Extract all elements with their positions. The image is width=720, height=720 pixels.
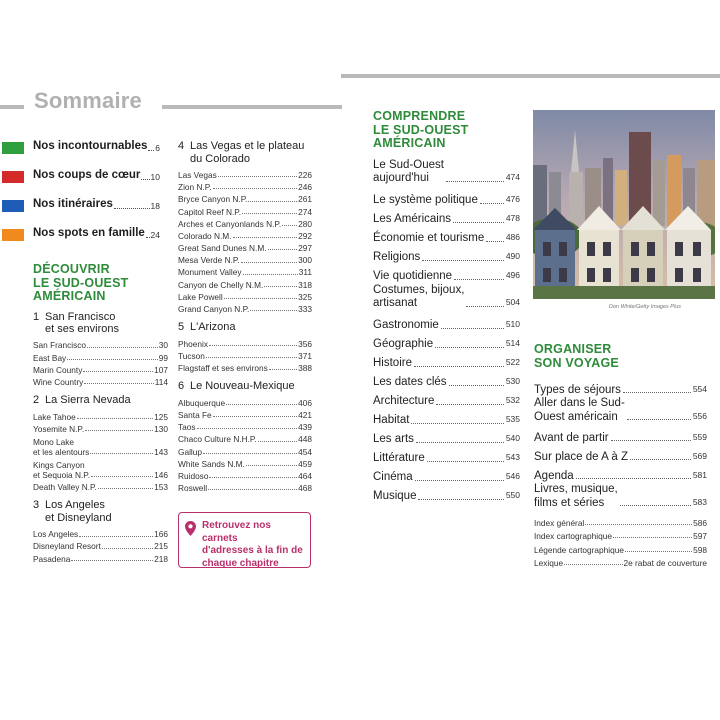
understand-entry-page: 535 bbox=[505, 414, 520, 424]
understand-entry-page: 514 bbox=[505, 338, 520, 348]
toc-entry[interactable] bbox=[178, 253, 312, 265]
understand-entry-name: Les Américains bbox=[373, 213, 451, 225]
chapter-title[interactable] bbox=[178, 380, 312, 393]
toc-entry-page: 356 bbox=[298, 338, 312, 349]
understand-entry-name: Religions bbox=[373, 251, 421, 263]
organize-entry[interactable] bbox=[534, 445, 707, 464]
organize-entry[interactable] bbox=[534, 378, 707, 397]
understand-entry-page: 532 bbox=[505, 395, 520, 405]
understand-entry-name: Habitat bbox=[373, 414, 410, 426]
toc-entry-page: 215 bbox=[154, 541, 168, 552]
toc-entry[interactable] bbox=[178, 361, 312, 373]
toc-entry-name: Zion N.P. bbox=[178, 182, 212, 193]
toc-entry-name: Grand Canyon N.P. bbox=[178, 304, 250, 315]
toc-entry-page: 107 bbox=[154, 364, 168, 375]
toc-entry[interactable] bbox=[178, 217, 312, 229]
chapter-number: 5 bbox=[178, 321, 185, 334]
highlight-swatch bbox=[2, 171, 24, 183]
toc-entry-name: Mesa Verde N.P. bbox=[178, 255, 240, 266]
understand-entry-page: 522 bbox=[505, 357, 520, 367]
toc-entry-name: Mono Lake et les alentours bbox=[33, 436, 90, 457]
chapter-entries bbox=[33, 339, 168, 388]
toc-entry[interactable] bbox=[178, 290, 312, 302]
understand-entry-name: Vie quotidienne bbox=[373, 270, 453, 282]
toc-entry[interactable] bbox=[33, 527, 168, 539]
organize-entry-page: 559 bbox=[692, 431, 707, 442]
understand-entry-page: 496 bbox=[505, 270, 520, 280]
organize-section bbox=[534, 343, 707, 568]
toc-entry-name: Lake Powell bbox=[178, 291, 223, 302]
toc-entry[interactable] bbox=[178, 168, 312, 180]
understand-entry-name: Les arts bbox=[373, 433, 414, 445]
toc-entry[interactable] bbox=[178, 229, 312, 241]
chapter-title[interactable] bbox=[178, 140, 312, 165]
toc-entry[interactable] bbox=[33, 422, 168, 434]
chapter-title[interactable] bbox=[33, 311, 168, 336]
toc-entry[interactable] bbox=[178, 432, 312, 444]
toc-entry[interactable] bbox=[33, 351, 168, 363]
toc-entry-name: Pasadena bbox=[33, 553, 71, 564]
understand-entry-page: 490 bbox=[505, 251, 520, 261]
toc-entry-page: 280 bbox=[298, 218, 312, 229]
organize-entry-name: Agenda bbox=[534, 469, 574, 482]
toc-entry[interactable] bbox=[33, 552, 168, 564]
index-entry-page: 598 bbox=[693, 544, 707, 555]
toc-entry[interactable] bbox=[33, 480, 168, 492]
chapter-number: 3 bbox=[33, 499, 40, 512]
toc-entry[interactable] bbox=[178, 180, 312, 192]
understand-entry[interactable] bbox=[373, 428, 520, 447]
toc-entry[interactable] bbox=[178, 192, 312, 204]
toc-entry-page: 421 bbox=[298, 409, 312, 420]
toc-entry[interactable] bbox=[178, 278, 312, 290]
toc-entry-name: Lake Tahoe bbox=[33, 411, 76, 422]
toc-entry[interactable] bbox=[178, 349, 312, 361]
understand-heading: COMPRENDRE LE SUD-OUEST AMÉRICAIN bbox=[373, 109, 469, 150]
toc-entry-page: 464 bbox=[298, 470, 312, 481]
chapter-entries bbox=[178, 168, 312, 314]
understand-entry-name: Littérature bbox=[373, 452, 425, 464]
discover-right-chapters bbox=[178, 134, 312, 493]
top-right-rule bbox=[341, 74, 720, 78]
photo-credit: Don White/Getty Images Plus bbox=[608, 304, 681, 310]
toc-entry-page: 318 bbox=[298, 279, 312, 290]
index-entry[interactable] bbox=[534, 541, 707, 555]
toc-entry-page: 448 bbox=[298, 434, 312, 445]
chapter-name: Los Angeles et Disneyland bbox=[45, 499, 112, 524]
discover-section bbox=[33, 263, 168, 564]
understand-entry[interactable] bbox=[373, 390, 520, 409]
highlight-swatch bbox=[2, 200, 24, 212]
toc-entry-page: 125 bbox=[154, 411, 168, 422]
understand-entry-name: Gastronomie bbox=[373, 319, 439, 331]
understand-entry-page: 504 bbox=[505, 297, 520, 307]
organize-entry-page: 581 bbox=[692, 469, 707, 480]
understand-entry-page: 530 bbox=[505, 376, 520, 386]
toc-entry[interactable] bbox=[178, 445, 312, 457]
toc-entry-name: Colorado N.M. bbox=[178, 230, 232, 241]
index-entry[interactable] bbox=[534, 528, 707, 542]
understand-entry-name: Costumes, bijoux, artisanat bbox=[373, 283, 465, 309]
toc-entry[interactable] bbox=[178, 408, 312, 420]
chapter-title[interactable] bbox=[33, 499, 168, 524]
understand-entry-name: Géographie bbox=[373, 338, 434, 350]
toc-entry[interactable] bbox=[178, 420, 312, 432]
highlight-item[interactable] bbox=[2, 169, 160, 198]
chapter-number: 6 bbox=[178, 380, 185, 393]
index-entry-name: Index cartographique bbox=[534, 531, 612, 541]
toc-entry-page: 246 bbox=[298, 182, 312, 193]
understand-entry[interactable] bbox=[373, 352, 520, 371]
understand-entry[interactable] bbox=[373, 409, 520, 428]
understand-entry[interactable] bbox=[373, 466, 520, 485]
index-list bbox=[534, 514, 707, 568]
toc-entry[interactable] bbox=[178, 469, 312, 481]
toc-entry-name: Flagstaff et ses environs bbox=[178, 363, 268, 374]
understand-entry[interactable] bbox=[373, 159, 520, 186]
toc-entry-page: 292 bbox=[298, 230, 312, 241]
san-francisco-photo bbox=[533, 110, 715, 299]
understand-entry-page: 478 bbox=[505, 213, 520, 223]
toc-entry-name: East Bay bbox=[33, 352, 67, 363]
chapter-number: 4 bbox=[178, 140, 185, 152]
highlight-label: Nos itinéraires bbox=[33, 198, 113, 210]
toc-entry-name: Santa Fe bbox=[178, 409, 212, 420]
index-entry-name: Légende cartographique bbox=[534, 544, 624, 555]
chapter-name: Le Nouveau-Mexique bbox=[190, 380, 295, 393]
understand-entry-name: Économie et tourisme bbox=[373, 232, 485, 244]
understand-entry[interactable] bbox=[373, 447, 520, 466]
chapter-number: 1 bbox=[33, 310, 40, 323]
toc-entry-name: Chaco Culture N.H.P. bbox=[178, 434, 257, 445]
toc-entry[interactable] bbox=[178, 241, 312, 253]
index-entry-page: 2e rabat de couverture bbox=[623, 558, 707, 568]
understand-entry-name: Cinéma bbox=[373, 471, 413, 483]
toc-entry-name: Ruidoso bbox=[178, 470, 209, 481]
toc-entry-page: 311 bbox=[298, 267, 312, 278]
toc-entry-name: Marin County bbox=[33, 364, 83, 375]
toc-entry[interactable] bbox=[178, 457, 312, 469]
toc-entry-name: Canyon de Chelly N.M. bbox=[178, 279, 264, 290]
toc-entry-page: 439 bbox=[298, 422, 312, 433]
toc-entry-page: 226 bbox=[298, 169, 312, 180]
toc-entry-page: 459 bbox=[298, 458, 312, 469]
toc-entry[interactable] bbox=[33, 410, 168, 422]
toc-entry-name: Bryce Canyon N.P. bbox=[178, 194, 248, 205]
toc-entry-page: 146 bbox=[154, 469, 168, 480]
understand-entry-name: Les dates clés bbox=[373, 376, 447, 388]
toc-entry-name: White Sands N.M. bbox=[178, 458, 245, 469]
toc-entry-page: 325 bbox=[298, 291, 312, 302]
understand-entry-page: 543 bbox=[505, 452, 520, 462]
page-title: Sommaire bbox=[34, 88, 142, 113]
understand-entry-page: 476 bbox=[505, 194, 520, 204]
chapter-name: L'Arizona bbox=[190, 321, 236, 334]
understand-entry-page: 510 bbox=[505, 319, 520, 329]
chapter-name: San Francisco et ses environs bbox=[45, 310, 119, 335]
toc-entry-page: 468 bbox=[298, 483, 312, 494]
discover-heading: DÉCOUVRIR LE SUD-OUEST AMÉRICAIN bbox=[33, 262, 129, 303]
toc-entry-page: 99 bbox=[158, 352, 168, 363]
toc-entry-page: 143 bbox=[154, 446, 168, 457]
understand-entry[interactable] bbox=[373, 246, 520, 265]
highlight-page: 18 bbox=[150, 201, 160, 211]
highlight-swatch bbox=[2, 142, 24, 154]
understand-entry-page: 546 bbox=[505, 471, 520, 481]
toc-entry[interactable] bbox=[33, 375, 168, 387]
understand-entry-name: Histoire bbox=[373, 357, 412, 369]
highlight-label: Nos coups de cœur bbox=[33, 169, 141, 181]
toc-entry-name: Taos bbox=[178, 422, 196, 433]
understand-section bbox=[373, 110, 520, 504]
toc-entry-name: Tucson bbox=[178, 350, 205, 361]
toc-entry-name: Wine Country bbox=[33, 377, 84, 388]
highlight-item[interactable] bbox=[2, 227, 160, 256]
toc-entry-name: Arches et Canyonlands N.P. bbox=[178, 218, 282, 229]
chapter-name: Las Vegas et le plateau du Colorado bbox=[190, 140, 305, 165]
chapter-entries bbox=[33, 410, 168, 493]
highlight-page: 6 bbox=[155, 143, 160, 153]
toc-entry[interactable] bbox=[178, 396, 312, 408]
understand-entry-name: Architecture bbox=[373, 395, 435, 407]
toc-entry[interactable] bbox=[33, 339, 168, 351]
index-entry-page: 597 bbox=[693, 531, 707, 541]
organize-entry[interactable] bbox=[534, 464, 707, 483]
toc-entry[interactable] bbox=[178, 481, 312, 493]
index-entry[interactable] bbox=[534, 514, 707, 528]
toc-entry-name: Disneyland Resort bbox=[33, 541, 101, 552]
toc-entry-page: 218 bbox=[154, 553, 168, 564]
title-right-rule bbox=[162, 105, 342, 109]
highlight-page: 24 bbox=[150, 230, 160, 240]
index-entry-name: Lexique bbox=[534, 558, 564, 568]
organize-entry-page: 554 bbox=[692, 383, 707, 394]
promo-text: Retrouvez nos carnets d'adresses à la fin de chaque chapitre bbox=[202, 520, 303, 569]
organize-entry-page: 583 bbox=[692, 496, 707, 507]
toc-entry-name: Las Vegas bbox=[178, 169, 217, 180]
toc-entry-name: Albuquerque bbox=[178, 397, 226, 408]
toc-entry-page: 406 bbox=[298, 397, 312, 408]
discover-left-chapters bbox=[33, 311, 168, 564]
understand-entry-page: 474 bbox=[505, 172, 520, 182]
toc-entry[interactable] bbox=[33, 363, 168, 375]
understand-entry[interactable] bbox=[373, 265, 520, 284]
chapter-number: 2 bbox=[33, 394, 40, 407]
organize-entry-page: 556 bbox=[692, 410, 707, 421]
toc-entry-name: Monument Valley bbox=[178, 267, 242, 278]
highlight-item[interactable] bbox=[2, 198, 160, 227]
understand-entry[interactable] bbox=[373, 314, 520, 333]
toc-entry-page: 371 bbox=[298, 350, 312, 361]
location-pin-icon bbox=[185, 521, 197, 567]
understand-entry-page: 550 bbox=[505, 490, 520, 500]
toc-entry-name: Gallup bbox=[178, 446, 202, 457]
toc-entry-page: 261 bbox=[298, 194, 312, 205]
understand-entry-name: Musique bbox=[373, 490, 417, 502]
toc-entry[interactable] bbox=[178, 302, 312, 314]
highlight-label: Nos incontournables bbox=[33, 140, 148, 152]
toc-entry-name: Capitol Reef N.P. bbox=[178, 206, 242, 217]
understand-entry[interactable] bbox=[373, 333, 520, 352]
toc-entry[interactable] bbox=[178, 266, 312, 278]
index-entry-page: 586 bbox=[693, 517, 707, 528]
toc-entry[interactable] bbox=[178, 205, 312, 217]
chapter-entries bbox=[178, 396, 312, 494]
highlights-list bbox=[2, 140, 160, 256]
understand-entry-page: 540 bbox=[505, 433, 520, 443]
toc-entry[interactable] bbox=[33, 540, 168, 552]
organize-entry[interactable] bbox=[534, 397, 707, 424]
toc-entry-page: 300 bbox=[298, 255, 312, 266]
understand-entry[interactable] bbox=[373, 227, 520, 246]
understand-entry[interactable] bbox=[373, 189, 520, 208]
highlight-label: Nos spots en famille bbox=[33, 227, 145, 239]
understand-entry[interactable] bbox=[373, 284, 520, 311]
toc-entry-name: Death Valley N.P. bbox=[33, 482, 97, 493]
toc-entry-name: Roswell bbox=[178, 483, 208, 494]
understand-entry-name: Le Sud-Ouest aujourd'hui bbox=[373, 158, 444, 184]
organize-entry-page: 569 bbox=[692, 450, 707, 461]
toc-entry-page: 30 bbox=[158, 340, 168, 351]
index-entry[interactable] bbox=[534, 555, 707, 569]
toc-entry[interactable] bbox=[178, 337, 312, 349]
address-promo-box bbox=[178, 512, 311, 568]
toc-entry-page: 130 bbox=[154, 423, 168, 434]
toc-entry-name: Yosemite N.P. bbox=[33, 423, 85, 434]
chapter-name: La Sierra Nevada bbox=[45, 394, 131, 407]
title-left-rule bbox=[0, 105, 24, 109]
understand-entry[interactable] bbox=[373, 485, 520, 504]
understand-entry[interactable] bbox=[373, 371, 520, 390]
chapter-title[interactable] bbox=[33, 394, 168, 407]
chapter-entries bbox=[178, 337, 312, 374]
highlight-item[interactable] bbox=[2, 140, 160, 169]
toc-entry-name: Phoenix bbox=[178, 338, 208, 349]
toc-entry-page: 166 bbox=[154, 529, 168, 540]
organize-entry-name: Livres, musique, films et séries bbox=[534, 483, 618, 509]
toc-entry-name: Kings Canyon et Sequoia N.P. bbox=[33, 459, 91, 480]
organize-entry[interactable] bbox=[534, 426, 707, 445]
toc-entry-page: 114 bbox=[154, 377, 168, 388]
index-entry-name: Index général bbox=[534, 517, 585, 528]
toc-entry-page: 454 bbox=[298, 446, 312, 457]
toc-entry-page: 297 bbox=[298, 243, 312, 254]
toc-entry-page: 153 bbox=[154, 482, 168, 493]
toc-entry-name: Los Angeles bbox=[33, 529, 79, 540]
organize-entry-name: Aller dans le Sud- Ouest américain bbox=[534, 397, 625, 423]
toc-entry[interactable] bbox=[33, 434, 168, 457]
toc-entry-name: San Francisco bbox=[33, 340, 87, 351]
organize-heading: ORGANISER SON VOYAGE bbox=[534, 342, 619, 370]
organize-entry-name: Sur place de A à Z bbox=[534, 450, 628, 463]
chapter-entries bbox=[33, 527, 168, 564]
chapter-title[interactable] bbox=[178, 321, 312, 334]
toc-entry-page: 388 bbox=[298, 363, 312, 374]
understand-list bbox=[373, 159, 520, 504]
organize-entry-name: Types de séjours bbox=[534, 383, 621, 396]
toc-entry[interactable] bbox=[33, 457, 168, 480]
toc-entry-page: 333 bbox=[298, 304, 312, 315]
toc-entry-name: Great Sand Dunes N.M. bbox=[178, 243, 267, 254]
organize-list bbox=[534, 378, 707, 510]
toc-entry-page: 274 bbox=[298, 206, 312, 217]
organize-entry-name: Avant de partir bbox=[534, 431, 609, 444]
organize-entry[interactable] bbox=[534, 483, 707, 510]
understand-entry[interactable] bbox=[373, 208, 520, 227]
understand-entry-name: Le système politique bbox=[373, 194, 478, 206]
understand-entry-page: 486 bbox=[505, 232, 520, 242]
highlight-swatch bbox=[2, 229, 24, 241]
highlight-page: 10 bbox=[150, 172, 160, 182]
